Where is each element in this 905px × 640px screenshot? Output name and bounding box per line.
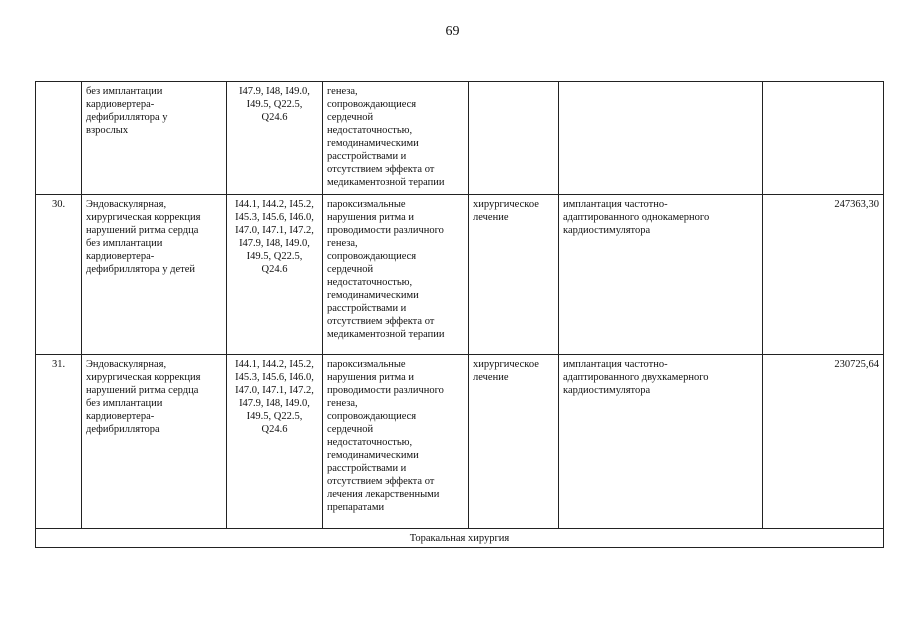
treatment-type-cell (469, 195, 559, 355)
cost-cell (763, 355, 884, 529)
treatment-method-cell (559, 82, 763, 195)
table-row (36, 355, 884, 529)
condition-cell (323, 195, 469, 355)
diagnosis-codes: I44.1, I44.2, I45.2, I45.3, I45.6, I46.0, I47.0, I47.1, I47.2, I47.9, I48, I49.0, I49.5, Q22.5, Q24.6 (235, 359, 314, 435)
table-row (36, 195, 884, 355)
services-table (35, 81, 884, 548)
service-name-cell (82, 355, 227, 529)
row-number-cell (36, 195, 82, 355)
treatment-type-cell (469, 82, 559, 195)
cost-value: 230725,64 (834, 359, 879, 370)
cost-cell (763, 195, 884, 355)
treatment-method: имплантация частотно- адаптированного двухкамерного кардиостимулятора (563, 359, 709, 396)
cost-cell (763, 82, 884, 195)
section-title: Торакальная хирургия (409, 533, 510, 544)
patient-condition: пароксизмальные нарушения ритма и проводимости различного генеза, сопровождающиеся сердечной недостаточностью, гемодинамическими расстройствами и отсутствием эффекта от медикаментозной терапии (327, 199, 445, 340)
service-name-cell (82, 82, 227, 195)
treatment-type: хирургическое лечение (473, 359, 539, 383)
cost-value: 247363,30 (834, 199, 879, 210)
condition-cell (323, 355, 469, 529)
row-number: 30. (51, 199, 66, 210)
treatment-method-cell (559, 355, 763, 529)
service-name: Эндоваскулярная, хирургическая коррекция нарушений ритма сердца без имплантации кардиовертера- дефибриллятора у детей (86, 199, 201, 275)
diagnosis-codes-cell (227, 195, 323, 355)
patient-condition: пароксизмальные нарушения ритма и проводимости различного генеза, сопровождающиеся сердечной недостаточностью, гемодинамическими расстройствами и отсутствием эффекта от лечения лекарственными препаратами (327, 359, 444, 513)
diagnosis-codes: I47.9, I48, I49.0, I49.5, Q22.5, Q24.6 (239, 86, 310, 123)
treatment-method-cell (559, 195, 763, 355)
treatment-type-cell (469, 355, 559, 529)
treatment-type: хирургическое лечение (473, 199, 539, 223)
treatment-method: имплантация частотно- адаптированного однокамерного кардиостимулятора (563, 199, 710, 236)
condition-cell (323, 82, 469, 195)
diagnosis-codes: I44.1, I44.2, I45.2, I45.3, I45.6, I46.0, I47.0, I47.1, I47.2, I47.9, I48, I49.0, I49.5, Q22.5, Q24.6 (235, 199, 314, 275)
page-number: 69 (445, 24, 460, 39)
service-name-cell (82, 195, 227, 355)
section-header-row (36, 529, 884, 548)
service-name: Эндоваскулярная, хирургическая коррекция нарушений ритма сердца без имплантации кардиовертера- дефибриллятора (86, 359, 201, 435)
service-name: без имплантации кардиовертера- дефибриллятора у взрослых (86, 86, 168, 136)
section-title-cell (36, 529, 884, 548)
row-number: 31. (51, 359, 66, 370)
row-number-cell (36, 82, 82, 195)
diagnosis-codes-cell (227, 355, 323, 529)
row-number-cell (36, 355, 82, 529)
patient-condition: генеза, сопровождающиеся сердечной недостаточностью, гемодинамическими расстройствами и отсутствием эффекта от медикаментозной терапии (327, 86, 445, 188)
diagnosis-codes-cell (227, 82, 323, 195)
table-row (36, 82, 884, 195)
